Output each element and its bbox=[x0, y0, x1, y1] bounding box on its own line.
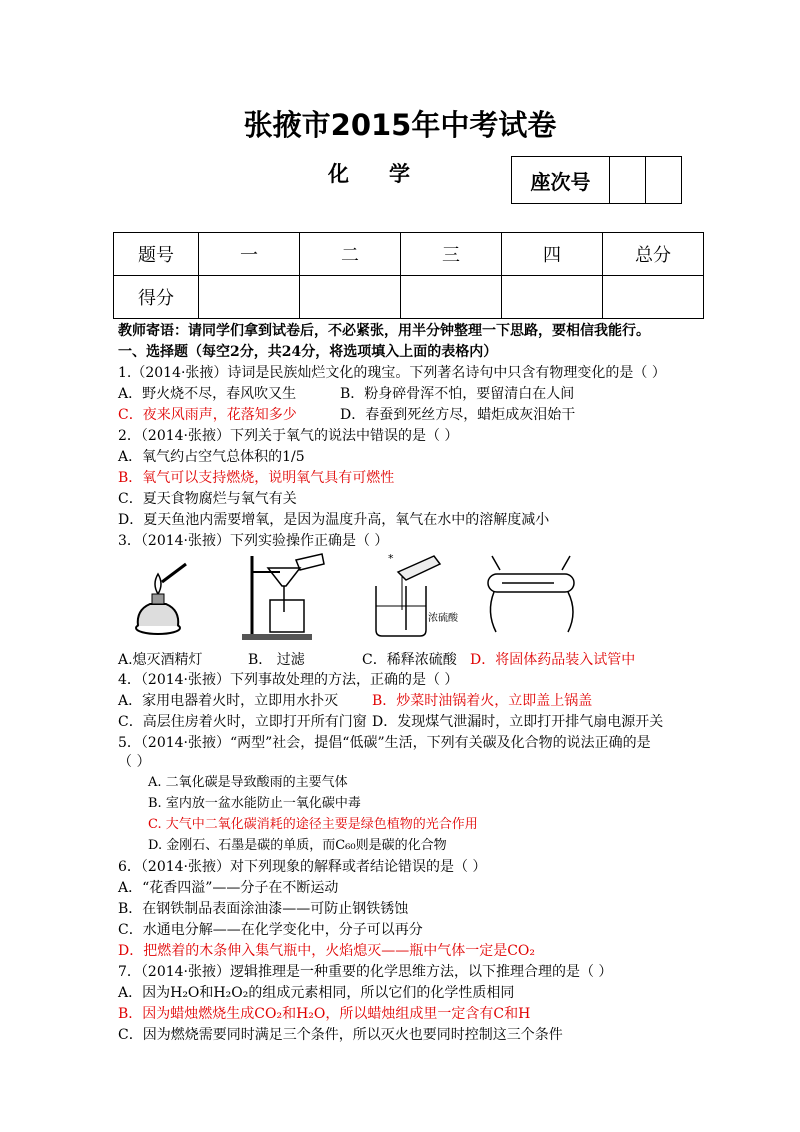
score-cell bbox=[502, 276, 603, 319]
score-header-cell: 题号 bbox=[114, 233, 199, 276]
option-answer: C．夜来风雨声，花落知多少 bbox=[118, 407, 297, 423]
option: A．家用电器着火时，立即用水扑灭 bbox=[118, 693, 339, 709]
filtration-icon bbox=[240, 552, 330, 642]
teacher-note: 教师寄语：请同学们拿到试卷后，不必紧张，用半分钟整理一下思路，要相信我能行。 bbox=[118, 323, 650, 339]
score-header-cell: 总分 bbox=[603, 233, 704, 276]
option: A．因为H₂O和H₂O₂的组成元素相同，所以它们的化学性质相同 bbox=[118, 985, 515, 1001]
option: A．氧气约占空气总体积的1/5 bbox=[118, 449, 305, 465]
option: C．夏天食物腐烂与氧气有关 bbox=[118, 491, 297, 507]
question-stem: 6．（2014·张掖）对下列现象的解释或者结论错误的是（ ） bbox=[118, 859, 487, 875]
subject-title: 化学 bbox=[328, 161, 450, 186]
section-title: 一、选择题（每空2分，共24分，将选项填入上面的表格内） bbox=[118, 344, 498, 360]
option: D. 金刚石、石墨是碳的单质，而C₆₀则是碳的化合物 bbox=[148, 838, 447, 853]
score-row-label: 得分 bbox=[114, 276, 199, 319]
score-header-cell: 二 bbox=[300, 233, 401, 276]
seat-number-box bbox=[511, 156, 682, 204]
question-stem: 5．（2014·张掖）“两型”社会，提倡“低碳”生活，下列有关碳及化合物的说法正确的是 bbox=[118, 735, 651, 751]
score-cell bbox=[300, 276, 401, 319]
question-stem: 2．（2014·张掖）下列关于氧气的说法中错误的是（ ） bbox=[118, 428, 459, 444]
test-tube-icon bbox=[482, 552, 582, 642]
option-answer: D．将固体药品装入试管中 bbox=[470, 652, 636, 668]
seat-cell-1 bbox=[610, 157, 646, 204]
dilute-acid-icon bbox=[370, 550, 470, 640]
option-answer: B．因为蜡烛燃烧生成CO₂和H₂O，所以蜡烛组成里一定含有C和H bbox=[118, 1006, 531, 1022]
option-answer: B．炒菜时油锅着火，立即盖上锅盖 bbox=[372, 693, 593, 709]
score-cell bbox=[603, 276, 704, 319]
figure-label: 浓硫酸 bbox=[428, 613, 458, 624]
option: B．在钢铁制品表面涂油漆——可防止钢铁锈蚀 bbox=[118, 901, 409, 917]
option: B. 室内放一盆水能防止一氧化碳中毒 bbox=[148, 796, 361, 811]
option: C．高层住房着火时，立即打开所有门窗 bbox=[118, 714, 367, 730]
option: D．发现煤气泄漏时，立即打开排气扇电源开关 bbox=[372, 714, 664, 730]
score-header-cell: 三 bbox=[401, 233, 502, 276]
option: A．野火烧不尽，春风吹又生 bbox=[118, 386, 297, 402]
question-stem: 1.（2014·张掖）诗词是民族灿烂文化的瑰宝。下列著名诗句中只含有物理变化的是（ ） bbox=[118, 365, 666, 381]
question-stem-cont: （ ） bbox=[118, 754, 151, 770]
question-stem: 7．（2014·张掖）逻辑推理是一种重要的化学思维方法，以下推理合理的是（ ） bbox=[118, 964, 613, 980]
option: C．因为燃烧需要同时满足三个条件，所以灭火也要同时控制这三个条件 bbox=[118, 1027, 563, 1043]
score-table bbox=[113, 232, 704, 319]
option-answer: C. 大气中二氧化碳消耗的途径主要是绿色植物的光合作用 bbox=[148, 817, 478, 832]
option: B． 过滤 bbox=[248, 652, 305, 668]
option: A．“花香四溢”——分子在不断运动 bbox=[118, 880, 339, 896]
option-answer: B．氧气可以支持燃烧，说明氧气具有可燃性 bbox=[118, 470, 395, 486]
option: D．春蚕到死丝方尽，蜡炬成灰泪始干 bbox=[340, 407, 576, 423]
option: D．夏天鱼池内需要增氧，是因为温度升高，氧气在水中的溶解度减小 bbox=[118, 512, 550, 528]
seat-label: 座次号 bbox=[512, 157, 610, 204]
option: B．粉身碎骨浑不怕，要留清白在人间 bbox=[340, 386, 575, 402]
option: C．水通电分解——在化学变化中，分子可以再分 bbox=[118, 922, 423, 938]
score-header-cell: 四 bbox=[502, 233, 603, 276]
question-stem: 3．（2014·张掖）下列实验操作正确是（ ） bbox=[118, 533, 389, 549]
page-title: 张掖市2015年中考试卷 bbox=[243, 108, 557, 142]
alcohol-lamp-icon bbox=[128, 560, 198, 640]
seat-cell-2 bbox=[646, 157, 682, 204]
option: A.熄灭酒精灯 bbox=[118, 652, 203, 668]
option: C．稀释浓硫酸 bbox=[362, 652, 457, 668]
svg-text:*: * bbox=[388, 552, 394, 565]
option: A. 二氧化碳是导致酸雨的主要气体 bbox=[148, 775, 348, 790]
question-stem: 4．（2014·张掖）下列事故处理的方法，正确的是（ ） bbox=[118, 672, 459, 688]
option-answer: D．把燃着的木条伸入集气瓶中，火焰熄灭——瓶中气体一定是CO₂ bbox=[118, 943, 536, 959]
score-cell bbox=[199, 276, 300, 319]
score-header-cell: 一 bbox=[199, 233, 300, 276]
score-cell bbox=[401, 276, 502, 319]
